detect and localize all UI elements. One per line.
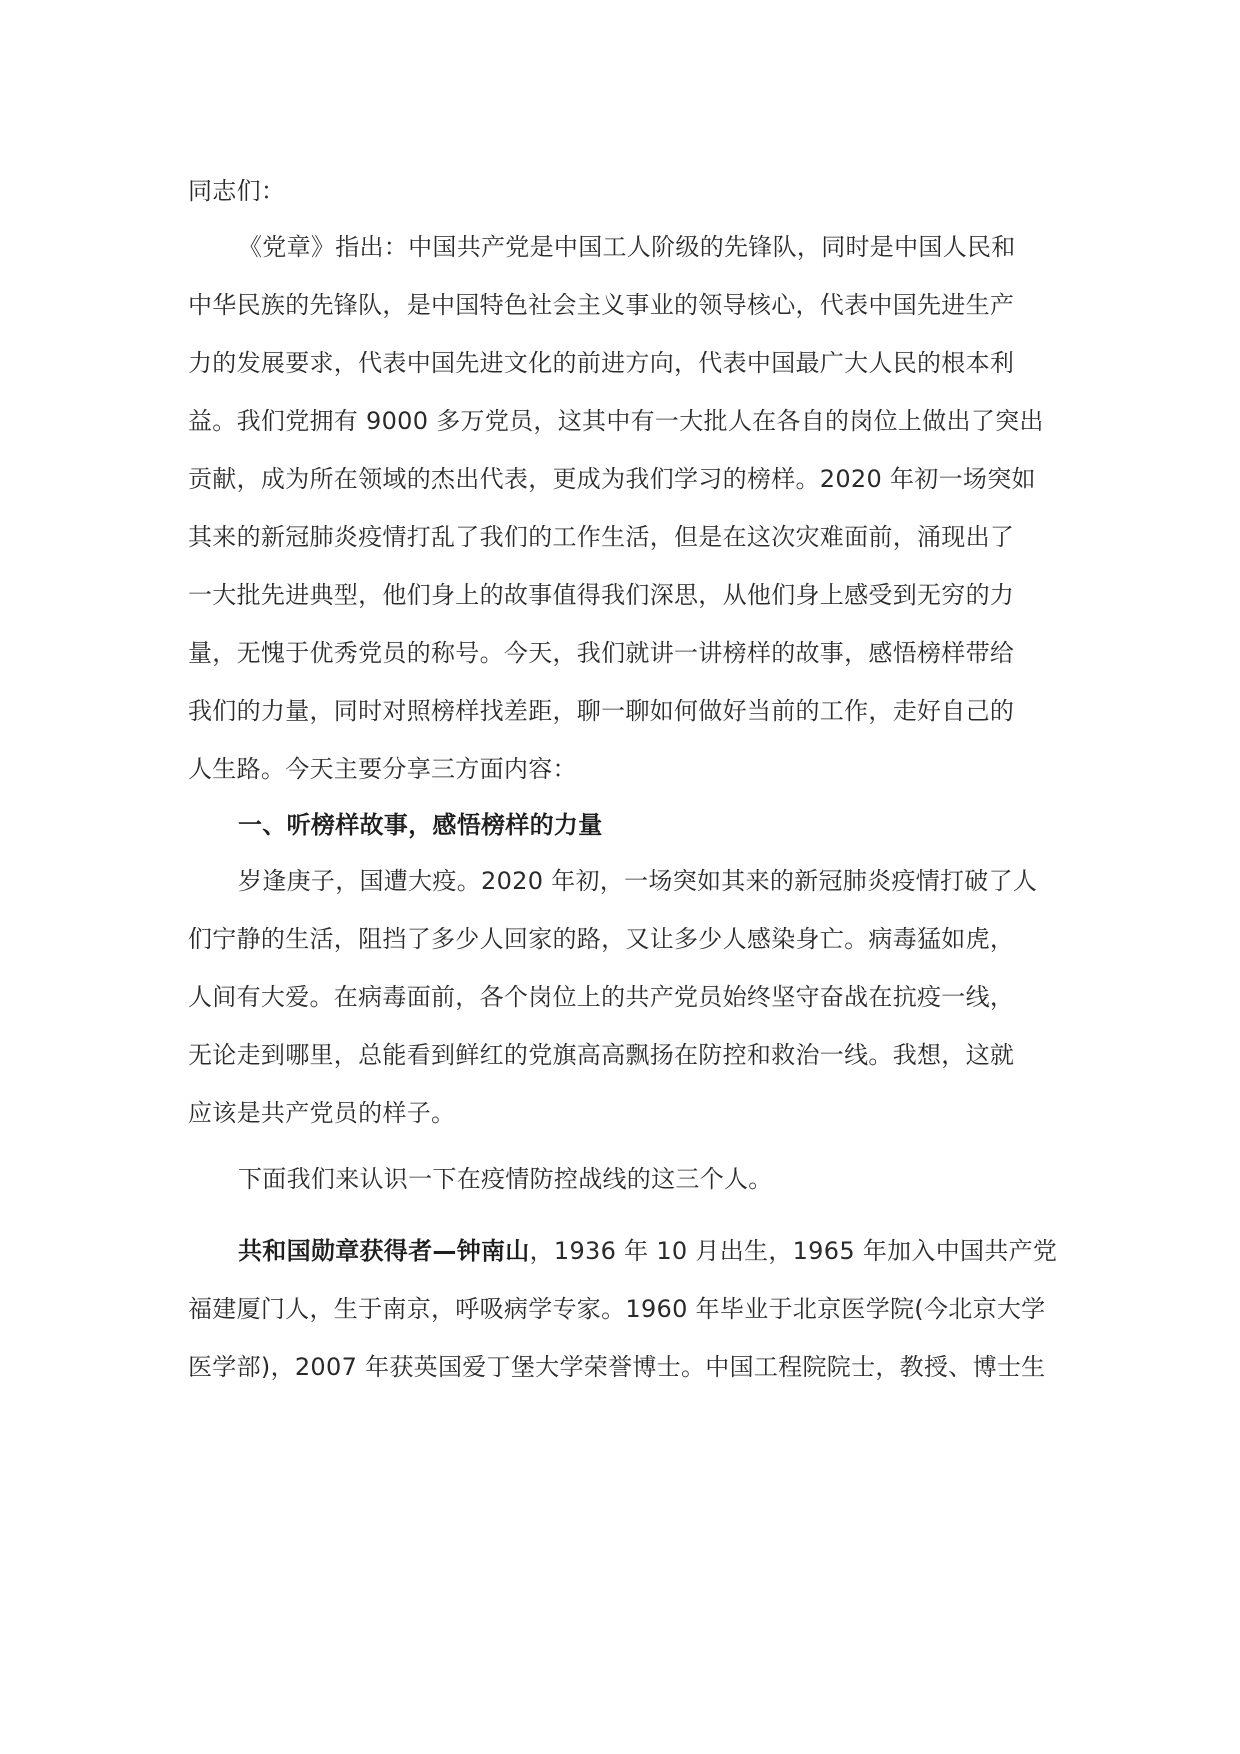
intro-line: 贡献，成为所在领域的杰出代表，更成为我们学习的榜样。2020 年初一场突如 bbox=[188, 465, 1036, 493]
intro-line: 《党章》指出：中国共产党是中国工人阶级的先锋队，同时是中国人民和 bbox=[238, 233, 1016, 261]
intro-line: 其来的新冠肺炎疫情打乱了我们的工作生活，但是在这次灾难面前，涌现出了 bbox=[188, 523, 1015, 551]
section-line: 无论走到哪里，总能看到鲜红的党旗高高飘扬在防控和救治一线。我想，这就 bbox=[188, 1041, 1015, 1069]
intro-line: 人生路。今天主要分享三方面内容： bbox=[188, 755, 577, 783]
profile-line: 医学部)，2007 年获英国爱丁堡大学荣誉博士。中国工程院院士，教授、博士生 bbox=[188, 1353, 1046, 1381]
intro-line: 中华民族的先锋队，是中国特色社会主义事业的领导核心，代表中国先进生产 bbox=[188, 291, 1015, 319]
section-line: 人间有大爱。在病毒面前，各个岗位上的共产党员始终坚守奋战在抗疫一线， bbox=[188, 983, 1015, 1011]
profile-first-line-rest: ，1936 年 10 月出生，1965 年加入中国共产党 bbox=[529, 1237, 1058, 1265]
intro-line: 一大批先进典型，他们身上的故事值得我们深思，从他们身上感受到无穷的力 bbox=[188, 581, 1015, 609]
section-line: 岁逢庚子，国遭大疫。2020 年初，一场突如其来的新冠肺炎疫情打破了人 bbox=[238, 867, 1038, 895]
intro-line: 量，无愧于优秀党员的称号。今天，我们就讲一讲榜样的故事，感悟榜样带给 bbox=[188, 639, 1015, 667]
profile-line: 福建厦门人，生于南京，呼吸病学专家。1960 年毕业于北京医学院(今北京大学 bbox=[188, 1295, 1046, 1323]
section-line: 们宁静的生活，阻挡了多少人回家的路，又让多少人感染身亡。病毒猛如虎， bbox=[188, 925, 1015, 953]
intro-line: 益。我们党拥有 9000 多万党员，这其中有一大批人在各自的岗位上做出了突出 bbox=[188, 407, 1044, 435]
profile-first-line bbox=[238, 1234, 1068, 1268]
transition-text: 下面我们来认识一下在疫情防控战线的这三个人。 bbox=[238, 1165, 773, 1193]
section-heading: 一、听榜样故事，感悟榜样的力量 bbox=[238, 811, 603, 839]
section-line: 应该是共产党员的样子。 bbox=[188, 1099, 456, 1127]
intro-line: 力的发展要求，代表中国先进文化的前进方向，代表中国最广大人民的根本利 bbox=[188, 349, 1015, 377]
intro-line: 我们的力量，同时对照榜样找差距，聊一聊如何做好当前的工作，走好自己的 bbox=[188, 697, 1015, 725]
profile-name: 共和国勋章获得者—钟南山 bbox=[238, 1237, 530, 1265]
salutation: 同志们： bbox=[188, 177, 286, 205]
